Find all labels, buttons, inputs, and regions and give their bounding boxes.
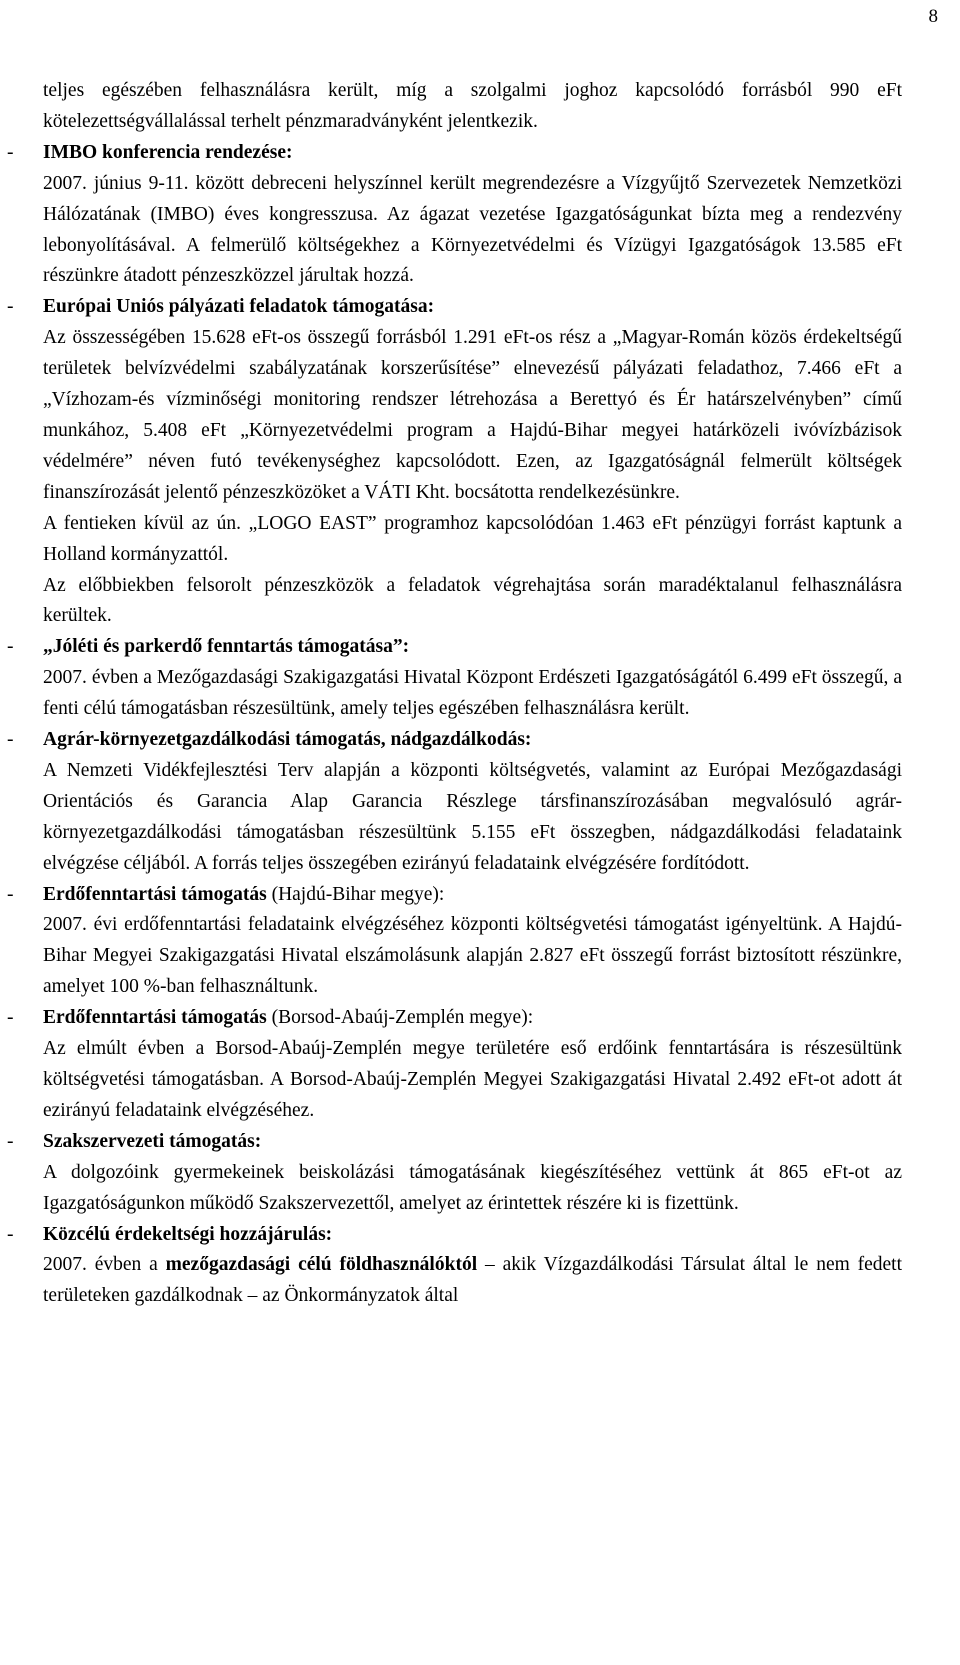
section-body bbox=[43, 663, 902, 725]
section-item bbox=[7, 1220, 902, 1251]
list-dash: - bbox=[7, 296, 14, 318]
list-dash: - bbox=[7, 141, 14, 163]
section-body bbox=[43, 1158, 902, 1220]
section-paragraph: Az elmúlt évben a Borsod-Abaúj-Zemplén megye területére eső erdőink fenntartására is részesültünk költségvetési támogatásban. A Borsod-Abaúj-Zemplén Megyei Szakigazgatási Hivatal 2.492 eFt-ot adott át ezirányú feladataink elvégzéséhez. bbox=[43, 1038, 902, 1121]
section-heading-bold: IMBO konferencia rendezése: bbox=[43, 141, 293, 163]
section-heading bbox=[43, 1127, 902, 1158]
intro-paragraph: teljes egészében felhasználásra került, míg a szolgalmi joghoz kapcsolódó forrásból 990 eFt kötelezettségvállalással terhelt pénzmaradványként jelentkezik. bbox=[43, 80, 902, 132]
list-dash: - bbox=[7, 636, 14, 658]
section-item bbox=[7, 292, 902, 632]
section-paragraph: 2007. évben a Mezőgazdasági Szakigazgatási Hivatal Központ Erdészeti Igazgatóságától 6.499 eFt összegű, a fenti célú támogatásban részesültünk, amely teljes egészében felhasználásra került. bbox=[43, 667, 902, 720]
list-dash: - bbox=[7, 883, 14, 905]
section-body bbox=[43, 323, 902, 632]
section-body bbox=[43, 910, 902, 1003]
document-body bbox=[7, 76, 902, 1312]
section-item bbox=[7, 1127, 902, 1220]
list-dash: - bbox=[7, 1130, 14, 1152]
section-list bbox=[7, 138, 902, 1251]
section-item bbox=[7, 725, 902, 880]
section-paragraph: Az előbbiekben felsorolt pénzeszközök a feladatok végrehajtása során maradéktalanul felhasználásra kerültek. bbox=[43, 574, 902, 627]
section-heading bbox=[43, 632, 902, 663]
section-paragraph: Az összességében 15.628 eFt-os összegű forrásból 1.291 eFt-os rész a „Magyar-Román közös érdekeltségű területek belvízvédelmi szabályzatának korszerűsítése” elnevezésű pályázati feladathoz, 7.466 eFt a „Vízhozam-és vízminőségi monitoring rendszer létrehozása a Berettyó és Ér határszelvényben” című munkához, 5.408 eFt „Környezetvédelmi program a Hajdú-Bihar megyei határközeli ivóvízbázisok védelmére” néven futó tevékenységhez kapcsolódott. Ezen, az Igazgatóságnál felmerült költségek finanszírozását jelentő pénzeszközöket a VÁTI Kht. bocsátotta rendelkezésünkre. bbox=[43, 327, 902, 503]
section-paragraph: 2007. június 9-11. között debreceni helyszínnel került megrendezésre a Vízgyűjtő Szervezetek Nemzetközi Hálózatának (IMBO) éves kongresszusa. Az ágazat vezetése Igazgatóságunkat bízta meg a rendezvény lebonyolításával. A felmerülő költségekhez a Környezetvédelmi és Vízügyi Igazgatóságok 13.585 eFt részünkre átadott pénzeszközzel járultak hozzá. bbox=[43, 172, 902, 287]
section-body bbox=[43, 756, 902, 880]
section-item bbox=[7, 138, 902, 293]
section-paragraph: A fentieken kívül az ún. „LOGO EAST” programhoz kapcsolódóan 1.463 eFt pénzügyi forrást kaptunk a Holland kormányzattól. bbox=[43, 512, 902, 565]
list-dash: - bbox=[7, 1007, 14, 1029]
last-paragraph-text-2: – akik Vízgazdálkodási Társulat által le nem fedett területeken gazdálkodnak – az Önkormányzatok által bbox=[43, 1254, 903, 1307]
section-heading bbox=[43, 138, 902, 169]
section-heading-bold: „Jóléti és parkerdő fenntartás támogatása”: bbox=[43, 636, 410, 658]
section-heading-bold: Európai Uniós pályázati feladatok támogatása: bbox=[43, 296, 435, 318]
section-item bbox=[7, 880, 902, 1004]
list-dash: - bbox=[7, 1223, 14, 1245]
section-item bbox=[7, 632, 902, 725]
last-paragraph-bold: mezőgazdasági célú földhasználóktól bbox=[165, 1254, 478, 1276]
section-heading bbox=[43, 880, 902, 911]
section-heading-suffix: (Hajdú-Bihar megye): bbox=[266, 883, 445, 905]
section-paragraph: A Nemzeti Vidékfejlesztési Terv alapján a központi költségvetés, valamint az Európai Mezőgazdasági Orientációs és Garancia Alap Garancia Részlege társfinanszírozásában megvalósuló agrár-környezetgazdálkodási támogatásban részesültünk 5.155 eFt összegben, nádgazdálkodási feladataink elvégzése céljából. A forrás teljes összegében ezirányú feladataink elvégzésére fordítódott. bbox=[43, 759, 902, 874]
section-heading-suffix: (Borsod-Abaúj-Zemplén megye): bbox=[266, 1007, 534, 1029]
last-paragraph-text-1: 2007. évben a bbox=[43, 1254, 166, 1276]
section-heading bbox=[43, 1220, 902, 1251]
section-heading-bold: Közcélú érdekeltségi hozzájárulás: bbox=[43, 1223, 333, 1245]
page-number: 8 bbox=[928, 6, 938, 27]
last-paragraph bbox=[43, 1250, 902, 1312]
section-heading-bold: Szakszervezeti támogatás: bbox=[43, 1130, 262, 1152]
list-dash: - bbox=[7, 729, 14, 751]
section-paragraph: A dolgozóink gyermekeinek beiskolázási támogatásának kiegészítéséhez vettünk át 865 eFt-ot az Igazgatóságunkon működő Szakszervezettől, amelyet az érintettek részére ki is fizettünk. bbox=[43, 1161, 902, 1214]
section-heading bbox=[43, 725, 902, 756]
section-body bbox=[43, 169, 902, 293]
section-heading bbox=[43, 1003, 902, 1034]
section-heading-bold: Agrár-környezetgazdálkodási támogatás, nádgazdálkodás: bbox=[43, 729, 532, 751]
section-item bbox=[7, 1003, 902, 1127]
section-heading-bold: Erdőfenntartási támogatás bbox=[43, 1007, 267, 1029]
section-heading bbox=[43, 292, 902, 323]
section-heading-bold: Erdőfenntartási támogatás bbox=[43, 883, 267, 905]
section-paragraph: 2007. évi erdőfenntartási feladataink elvégzéséhez központi költségvetési támogatást igényeltünk. A Hajdú-Bihar Megyei Szakigazgatási Hivatal elszámolásunk alapján 2.827 eFt összegű forrást biztosított részünkre, amelyet 100 %-ban felhasználtunk. bbox=[43, 914, 902, 998]
section-body bbox=[43, 1034, 902, 1127]
